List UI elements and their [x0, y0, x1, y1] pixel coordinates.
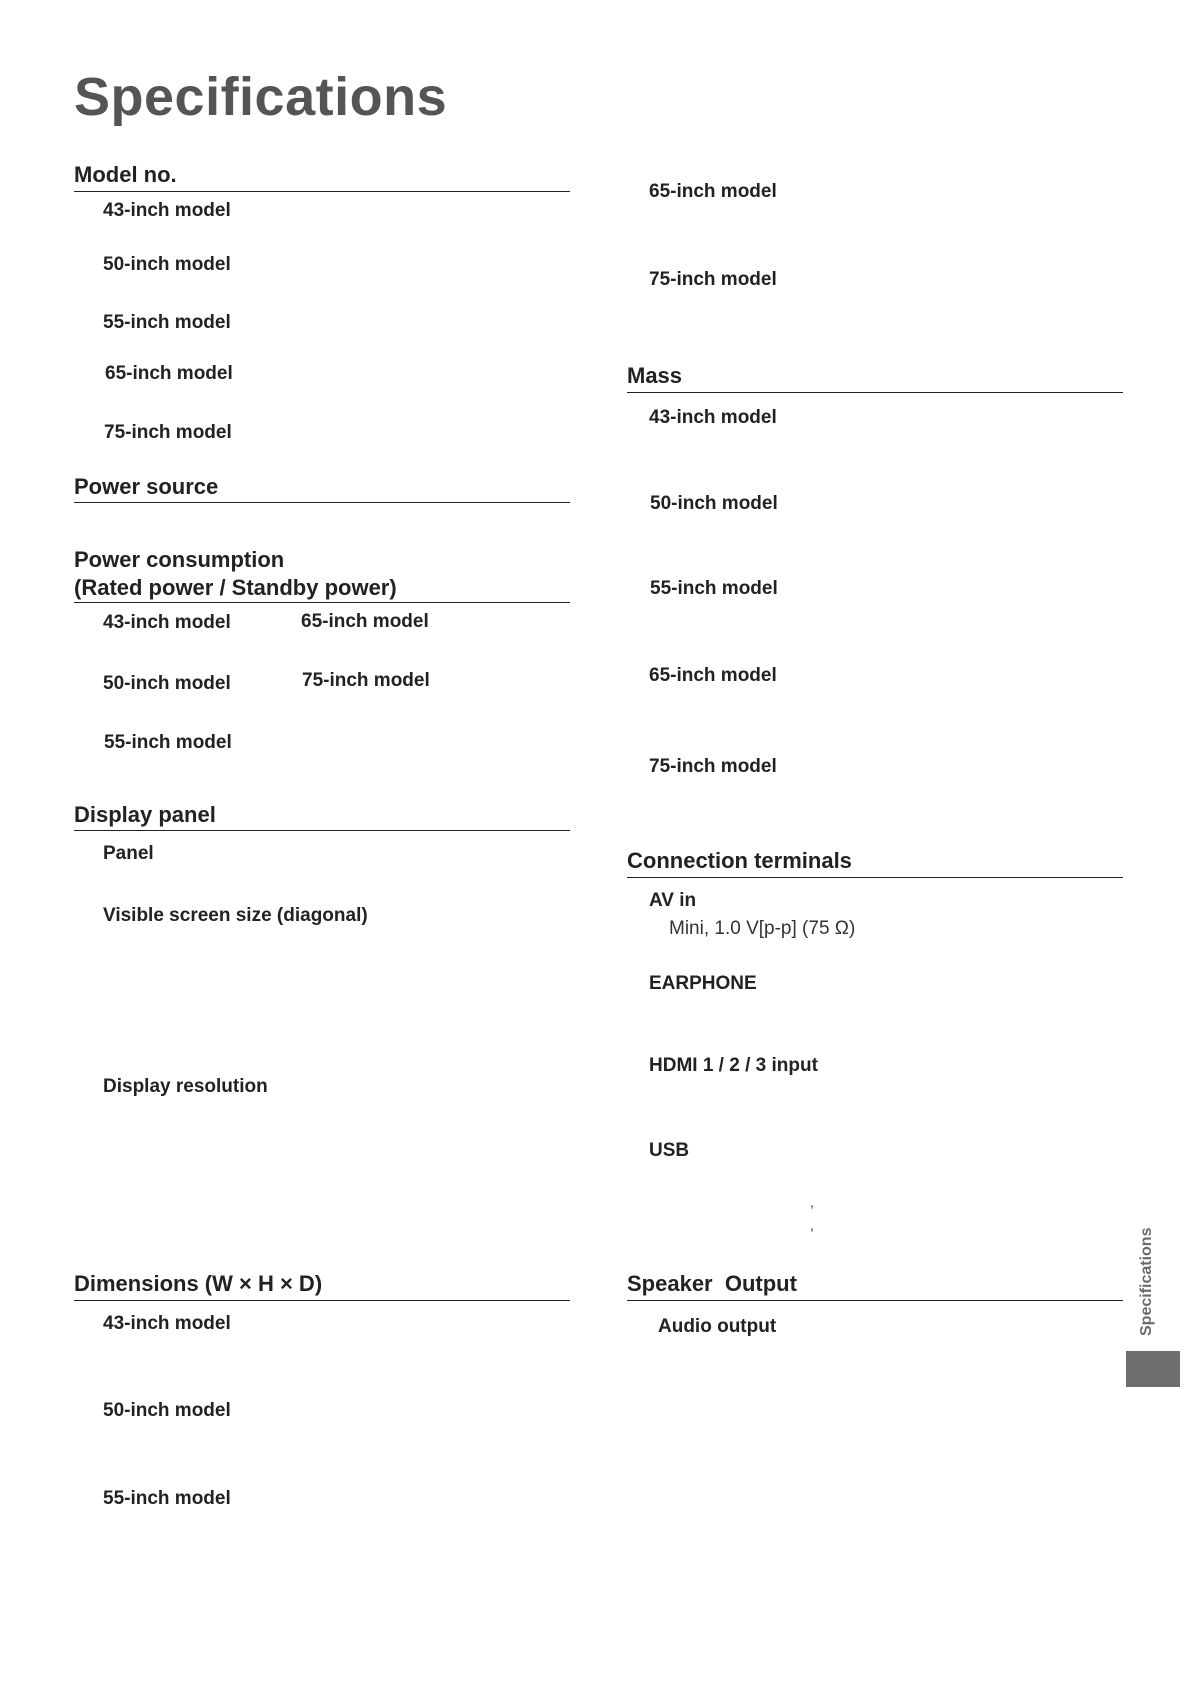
side-tab-label: Specifications: [1138, 1227, 1155, 1336]
section-heading-model-no: Model no.: [74, 162, 177, 187]
model-no-item-55: 55-inch model: [103, 312, 231, 333]
section-rule: [627, 1300, 1123, 1301]
usb-value-separator: ,: [810, 1194, 814, 1210]
section-rule: [74, 502, 570, 503]
dimensions-item-65: 65-inch model: [649, 181, 777, 202]
section-rule: [627, 392, 1123, 393]
dimensions-item-55: 55-inch model: [103, 1488, 231, 1509]
section-heading-speaker-output: Speaker Output: [627, 1271, 797, 1296]
earphone-label: EARPHONE: [649, 973, 757, 994]
power-item-43: 43-inch model: [103, 612, 231, 633]
av-in-value: Mini, 1.0 V[p-p] (75 Ω): [669, 918, 856, 939]
display-resolution-label: Display resolution: [103, 1076, 268, 1097]
section-heading-power-consumption: Power consumption: [74, 547, 285, 572]
model-no-item-65: 65-inch model: [105, 363, 233, 384]
power-item-50: 50-inch model: [103, 673, 231, 694]
section-heading-connection-terminals: Connection terminals: [627, 848, 852, 873]
model-no-item-75: 75-inch model: [104, 422, 232, 443]
mass-item-50: 50-inch model: [650, 493, 778, 514]
dimensions-item-75: 75-inch model: [649, 269, 777, 290]
mass-item-43: 43-inch model: [649, 407, 777, 428]
mass-item-75: 75-inch model: [649, 756, 777, 777]
section-heading-display-panel: Display panel: [74, 802, 216, 827]
audio-output-label: Audio output: [658, 1316, 777, 1337]
usb-value-separator: ,: [810, 1217, 814, 1233]
section-rule: [74, 830, 570, 831]
page-title: Specifications: [74, 67, 448, 127]
side-tab-marker: [1126, 1351, 1180, 1387]
section-rule: [74, 1300, 570, 1301]
power-item-75: 75-inch model: [302, 670, 430, 691]
display-panel-label: Panel: [103, 843, 154, 864]
section-heading-dimensions: Dimensions (W × H × D): [74, 1271, 323, 1296]
section-heading-mass: Mass: [627, 363, 683, 388]
power-item-55: 55-inch model: [104, 732, 232, 753]
dimensions-item-50: 50-inch model: [103, 1400, 231, 1421]
power-item-65: 65-inch model: [301, 611, 429, 632]
section-rule: [74, 191, 570, 192]
mass-item-65: 65-inch model: [649, 665, 777, 686]
dimensions-item-43: 43-inch model: [103, 1313, 231, 1334]
mass-item-55: 55-inch model: [650, 578, 778, 599]
section-heading-power-source: Power source: [74, 474, 219, 499]
av-in-label: AV in: [649, 890, 697, 911]
section-rule: [74, 602, 570, 603]
section-rule: [627, 877, 1123, 878]
section-subheading-power-consumption: (Rated power / Standby power): [74, 575, 397, 600]
model-no-item-50: 50-inch model: [103, 254, 231, 275]
hdmi-input-label: HDMI 1 / 2 / 3 input: [649, 1055, 818, 1076]
visible-screen-size-label: Visible screen size (diagonal): [103, 905, 368, 926]
model-no-item-43: 43-inch model: [103, 200, 231, 221]
usb-label: USB: [649, 1140, 690, 1161]
